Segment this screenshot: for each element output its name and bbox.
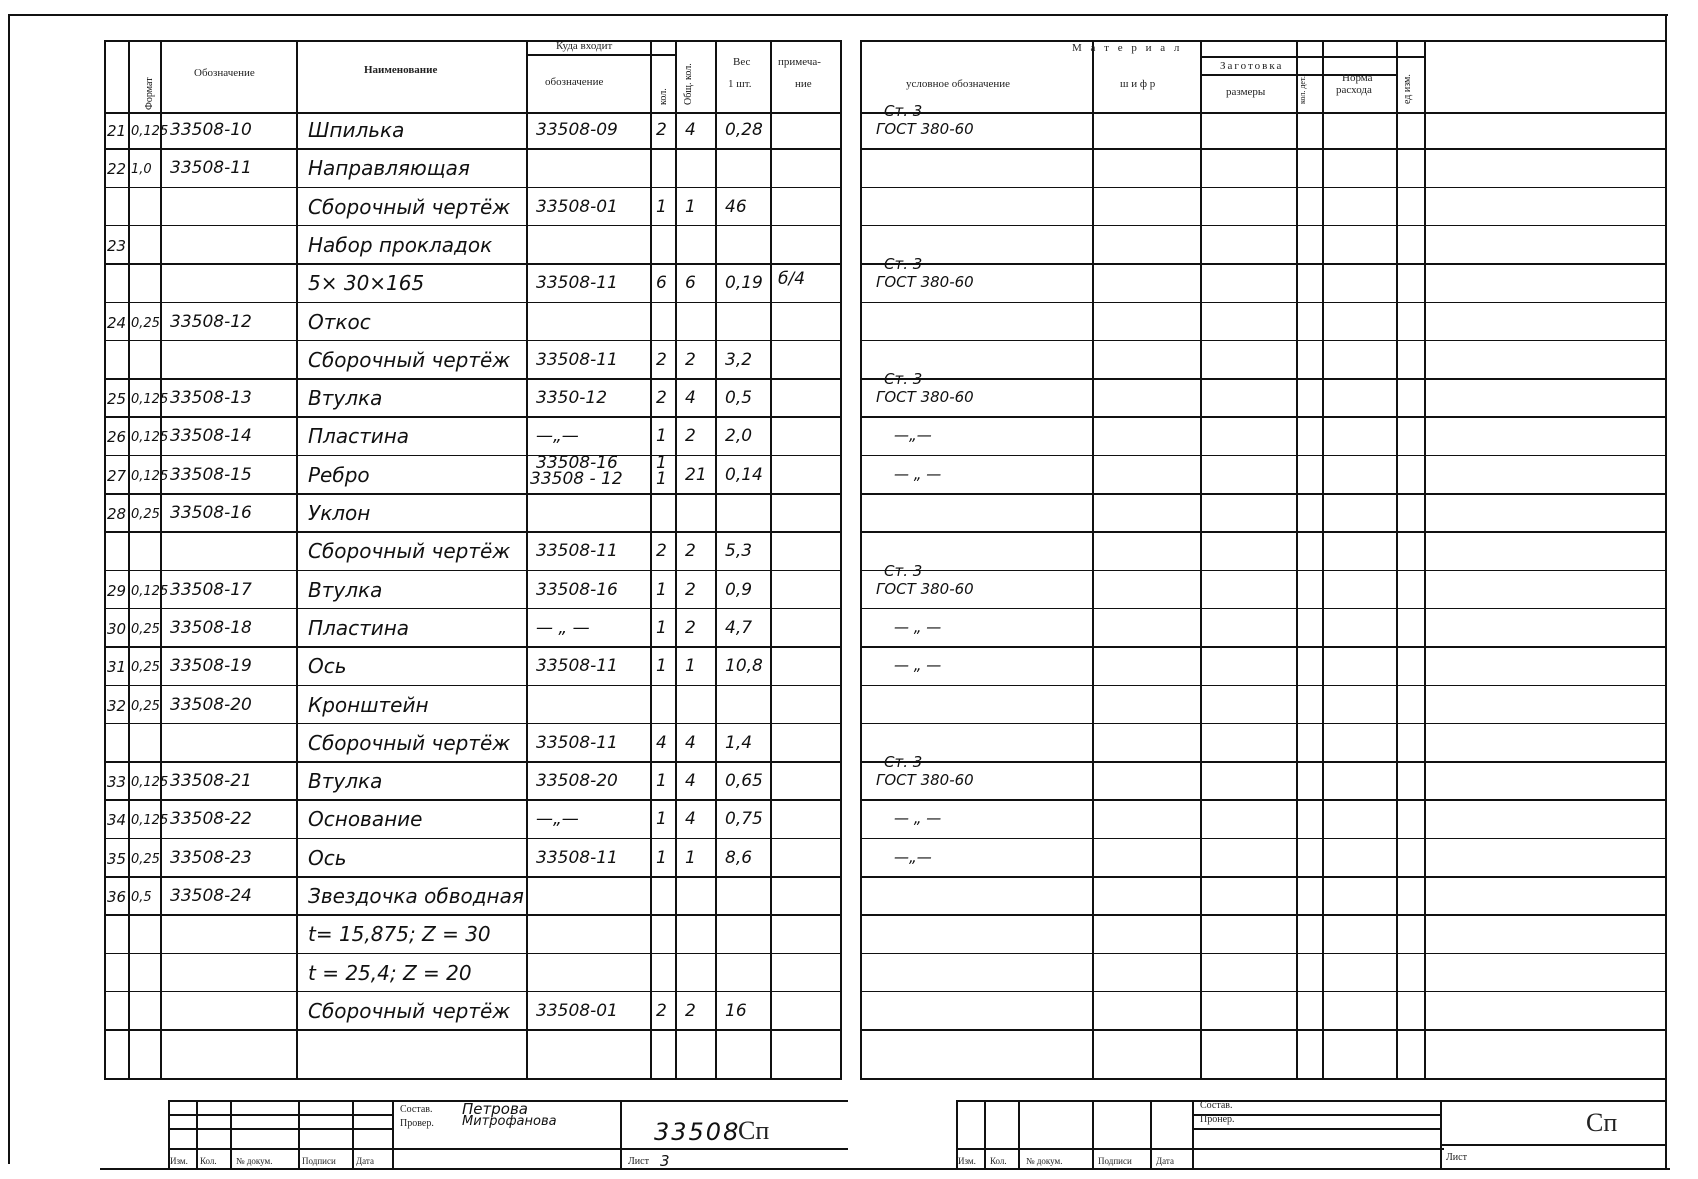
row-name: Шпилька <box>308 118 405 142</box>
left-col-line <box>770 40 772 1080</box>
right-checked-label: Пронер. <box>1200 1114 1235 1125</box>
header-total-qty: Общ. кол. <box>683 63 694 105</box>
right-col-line <box>1092 40 1094 1080</box>
row-qty: 1 <box>656 196 667 217</box>
row-format: 1,0 <box>131 162 152 178</box>
row-weight: 0,75 <box>725 809 763 830</box>
left-title-row <box>168 1114 392 1116</box>
right-title-col <box>1018 1100 1020 1168</box>
row-name: Направляющая <box>308 156 470 181</box>
row-weight: 0,5 <box>725 388 753 409</box>
left-col-line <box>296 40 298 1080</box>
row-used-in: 33508-11 <box>536 349 618 370</box>
row-code: 33508-24 <box>170 886 252 906</box>
right-row-line <box>860 953 1665 955</box>
row-position: 22 <box>107 160 127 179</box>
row-weight: 16 <box>725 1000 747 1021</box>
left-row-line <box>104 187 840 189</box>
header-weight: Вес <box>733 56 751 68</box>
material-ditto: —„— <box>894 847 932 866</box>
row-used-in: —„— <box>536 426 579 447</box>
left-row-line <box>104 416 840 418</box>
right-header-bottom <box>860 112 1665 114</box>
right-col-line <box>1424 40 1426 1080</box>
row-used-in: 3350-12 <box>536 388 608 409</box>
row-code: 33508-16 <box>170 503 252 523</box>
row-weight: 0,28 <box>725 120 763 140</box>
left-col-line <box>526 40 528 1080</box>
row-weight: 2,0 <box>725 426 753 447</box>
row-code: 33508-20 <box>170 694 252 715</box>
outer-border-left <box>8 14 10 1164</box>
row-code: 33508-15 <box>170 464 252 485</box>
row-total-qty: 4 <box>685 771 696 792</box>
row-position: 21 <box>107 122 127 140</box>
outer-border-right <box>1665 14 1667 1168</box>
left-doc-type: Сп <box>738 1116 770 1145</box>
header-name: Наименование <box>364 64 438 76</box>
right-row-line <box>860 455 1665 457</box>
left-title-row <box>168 1128 392 1130</box>
left-title-mid <box>168 1148 848 1150</box>
row-used-in: 33508-11 <box>536 541 618 562</box>
row-total-qty: 4 <box>685 120 696 140</box>
left-row-line <box>104 570 840 572</box>
right-row-line <box>860 723 1665 725</box>
row-weight: 0,9 <box>725 579 753 600</box>
row-total-qty: 4 <box>685 732 696 753</box>
left-col-line <box>715 40 717 1080</box>
left-title-col <box>196 1100 198 1168</box>
header-blank-qty: кол. дет. <box>1298 76 1307 104</box>
right-title-top <box>956 1100 1666 1102</box>
right-row-line <box>860 876 1665 878</box>
right-col-doc: № докум. <box>1026 1156 1063 1166</box>
right-row-line <box>860 685 1665 687</box>
right-row-line <box>860 263 1665 265</box>
header-norm-a: Норма <box>1342 72 1373 84</box>
row-name: Сборочный чертёж <box>308 539 511 564</box>
left-row-line <box>104 838 840 840</box>
left-doc-number: 33508 <box>654 1118 741 1146</box>
row-format: 0,125 <box>131 430 169 446</box>
row-position: 27 <box>107 466 127 485</box>
row-name: Пластина <box>308 615 410 640</box>
right-row-line <box>860 493 1665 495</box>
row-position: 24 <box>107 313 127 332</box>
right-title-col <box>1192 1100 1194 1168</box>
row-total-qty: 2 <box>685 617 696 638</box>
header-format: Формат <box>144 77 155 110</box>
row-used-in-2: 33508 - 12 <box>530 468 623 489</box>
material-standard: ГОСТ 380-60 <box>876 771 974 790</box>
material-ditto: — „ — <box>894 464 942 483</box>
right-title-row <box>1192 1128 1440 1130</box>
left-row-line <box>104 685 840 687</box>
row-name: t = 25,4; Z = 20 <box>308 960 472 985</box>
row-weight: 1,4 <box>725 732 753 753</box>
left-header-bottom <box>104 112 840 114</box>
left-title-col <box>230 1100 232 1168</box>
left-col-line <box>104 40 106 1080</box>
left-col-line <box>650 40 652 1080</box>
left-sheet-label: Лист <box>628 1156 649 1167</box>
header-material: М а т е р и а л <box>1072 42 1183 54</box>
header-sizes: размеры <box>1226 86 1266 98</box>
row-name: 5× 30×165 <box>308 271 425 296</box>
row-name: Втулка <box>308 577 383 602</box>
row-used-in: 33508-16 <box>536 579 618 600</box>
row-position: 34 <box>107 811 127 830</box>
right-row-line <box>860 1029 1665 1031</box>
right-compiled-label: Состав. <box>1200 1100 1233 1111</box>
row-total-qty: 21 <box>685 464 707 485</box>
row-format: 0,125 <box>131 124 169 139</box>
left-header-sub <box>526 54 675 56</box>
row-used-in: —„— <box>536 809 579 830</box>
left-title-col <box>620 1100 622 1168</box>
row-code: 33508-22 <box>170 809 252 830</box>
material-ditto: —„— <box>894 426 932 445</box>
right-title-mid <box>956 1148 1444 1150</box>
row-name: Набор прокладок <box>308 232 493 257</box>
row-weight: 3,2 <box>725 349 753 370</box>
header-designation: Обозначение <box>194 67 255 79</box>
row-qty: 1 <box>656 656 667 677</box>
row-position: 31 <box>107 658 127 677</box>
right-row-line <box>860 761 1665 763</box>
left-row-line <box>104 225 840 227</box>
row-qty: 6 <box>656 273 667 294</box>
row-format: 0,125 <box>131 813 169 829</box>
row-code: 33508-10 <box>170 120 252 140</box>
row-total-qty: 1 <box>685 847 696 868</box>
left-col-line <box>675 40 677 1080</box>
material-standard: ГОСТ 380-60 <box>876 120 974 138</box>
right-col-izm: Изм. <box>958 1156 976 1166</box>
row-total-qty: 4 <box>685 809 696 830</box>
right-header-top <box>860 40 1665 42</box>
right-title-row <box>1440 1144 1666 1146</box>
right-doc-type: Сп <box>1586 1108 1618 1137</box>
row-total-qty: 2 <box>685 541 696 562</box>
left-row-line <box>104 263 840 265</box>
header-note-a: примеча- <box>778 56 821 68</box>
row-name: Ребро <box>308 462 370 487</box>
right-row-line <box>860 570 1665 572</box>
right-row-line <box>860 531 1665 533</box>
row-format: 0,125 <box>131 775 169 791</box>
right-title-col <box>1150 1100 1152 1168</box>
left-table-bottom <box>104 1078 840 1080</box>
row-used-in: 33508-11 <box>536 656 618 677</box>
material-ditto: — „ — <box>894 809 942 828</box>
row-total-qty: 2 <box>685 349 696 370</box>
left-row-line <box>104 378 840 380</box>
row-name: Сборочный чертёж <box>308 730 511 755</box>
left-header-top <box>104 40 840 42</box>
header-qty: кол. <box>658 88 669 105</box>
row-qty: 1 <box>656 771 667 792</box>
left-checked-name: Митрофанова <box>462 1114 557 1129</box>
row-name: Основание <box>308 807 423 832</box>
left-row-line <box>104 340 840 342</box>
left-sheet-number: 3 <box>660 1152 670 1170</box>
material-standard: ГОСТ 380-60 <box>876 273 974 292</box>
right-table-bottom <box>860 1078 1665 1080</box>
row-code: 33508-18 <box>170 617 252 638</box>
row-qty: 2 <box>656 388 667 409</box>
material-standard: ГОСТ 380-60 <box>876 579 974 598</box>
row-weight: 0,65 <box>725 771 763 792</box>
row-format: 0,25 <box>131 507 160 522</box>
row-weight: 4,7 <box>725 617 753 638</box>
row-code: 33508-17 <box>170 579 252 600</box>
row-position: 26 <box>107 428 127 447</box>
right-row-line <box>860 187 1665 189</box>
left-row-line <box>104 876 840 878</box>
row-total-qty: 2 <box>685 426 696 447</box>
right-col-date: Дата <box>1156 1156 1174 1166</box>
right-row-line <box>860 608 1665 610</box>
left-col-line <box>160 40 162 1080</box>
row-code: 33508-21 <box>170 771 252 792</box>
left-row-line <box>104 1029 840 1031</box>
row-qty: 4 <box>656 732 667 753</box>
row-name: Пластина <box>308 424 410 449</box>
header-cipher: ш и ф р <box>1120 78 1156 90</box>
header-note-b: ние <box>795 78 812 90</box>
row-used-in: 33508-11 <box>536 847 618 868</box>
right-header-sub2 <box>1200 56 1424 58</box>
right-row-line <box>860 416 1665 418</box>
row-qty: 2 <box>656 1000 667 1021</box>
row-total-qty: 2 <box>685 1000 696 1021</box>
row-used-in: 33508-01 <box>536 1000 618 1021</box>
material-grade: Ст. 3 <box>884 255 923 274</box>
row-used-in: 33508-01 <box>536 196 618 217</box>
row-qty: 1 <box>656 579 667 600</box>
row-name: Сборочный чертёж <box>308 998 511 1023</box>
row-position: 32 <box>107 696 127 715</box>
left-title-col <box>298 1100 300 1168</box>
left-row-line <box>104 953 840 955</box>
row-position: 35 <box>107 849 127 868</box>
left-row-line <box>104 799 840 801</box>
row-code: 33508-19 <box>170 656 252 677</box>
left-row-line <box>104 723 840 725</box>
left-row-line <box>104 991 840 993</box>
row-position: 29 <box>107 581 127 600</box>
row-position: 30 <box>107 619 127 638</box>
row-code: 33508-13 <box>170 388 252 409</box>
right-title-col <box>984 1100 986 1168</box>
right-row-line <box>860 378 1665 380</box>
header-unit: ед изм. <box>1402 74 1413 104</box>
row-name: Втулка <box>308 386 383 411</box>
row-position: 28 <box>107 505 127 523</box>
row-name: Откос <box>308 309 371 334</box>
right-row-line <box>860 148 1665 150</box>
row-qty: 1 <box>656 617 667 638</box>
header-norm-b: расхода <box>1336 84 1372 96</box>
row-total-qty: 4 <box>685 388 696 409</box>
row-weight: 0,19 <box>725 273 763 294</box>
row-code: 33508-12 <box>170 311 252 332</box>
left-col-doc: № докум. <box>236 1156 273 1166</box>
row-total-qty: 1 <box>685 196 696 217</box>
row-position: 23 <box>107 236 127 255</box>
left-row-line <box>104 646 840 648</box>
row-total-qty: 6 <box>685 273 696 294</box>
right-col-sign: Подписи <box>1098 1156 1132 1166</box>
row-note: б/4 <box>778 269 806 290</box>
row-format: 0,25 <box>131 315 160 331</box>
header-where-used-designation: обозначение <box>545 76 604 88</box>
material-ditto: — „ — <box>894 656 942 675</box>
left-row-line <box>104 608 840 610</box>
material-standard: ГОСТ 380-60 <box>876 388 974 407</box>
row-qty-2: 1 <box>656 468 667 489</box>
left-row-line <box>104 302 840 304</box>
right-row-line <box>860 225 1665 227</box>
row-weight: 0,14 <box>725 464 763 485</box>
row-qty: 1 <box>656 809 667 830</box>
right-title-col <box>1440 1100 1442 1168</box>
row-used-in: 33508-20 <box>536 771 618 792</box>
row-format: 0,25 <box>131 660 160 676</box>
row-format: 0,125 <box>131 583 169 599</box>
row-format: 0,25 <box>131 851 160 867</box>
left-checked-label: Провер. <box>400 1118 434 1129</box>
row-name: Сборочный чертёж <box>308 347 511 372</box>
row-name: Ось <box>308 845 347 870</box>
row-qty: 2 <box>656 120 667 140</box>
row-used-in: 33508-16 <box>536 452 618 473</box>
row-name: Втулка <box>308 769 383 794</box>
left-col-izm: Изм. <box>170 1156 188 1166</box>
right-col-line <box>860 40 862 1080</box>
left-row-line <box>104 493 840 495</box>
left-row-line <box>104 761 840 763</box>
left-row-line <box>104 914 840 916</box>
left-col-line <box>128 40 130 1080</box>
left-title-col <box>352 1100 354 1168</box>
material-grade: Ст. 3 <box>884 370 923 389</box>
row-format: 0,25 <box>131 698 160 714</box>
row-code: 33508-23 <box>170 847 252 868</box>
left-row-line <box>104 148 840 150</box>
material-grade: Ст. 3 <box>884 561 923 580</box>
material-grade: Ст. 3 <box>884 753 923 772</box>
material-grade: Ст. 3 <box>884 102 923 120</box>
left-row-line <box>104 531 840 533</box>
row-position: 33 <box>107 773 127 792</box>
outer-border-top <box>8 14 1668 16</box>
right-col-line <box>1396 40 1398 1080</box>
right-row-line <box>860 914 1665 916</box>
row-weight: 10,8 <box>725 656 763 677</box>
row-position: 25 <box>107 390 127 409</box>
row-format: 0,125 <box>131 392 169 408</box>
right-sheet-label: Лист <box>1446 1152 1467 1163</box>
row-code: 33508-14 <box>170 426 252 447</box>
row-total-qty: 1 <box>685 656 696 677</box>
row-name: Звездочка обводная <box>308 884 524 908</box>
row-used-in: 33508-09 <box>536 120 618 140</box>
outer-border-bottom <box>100 1168 1670 1170</box>
left-compiled-label: Состав. <box>400 1104 433 1115</box>
row-used-in: 33508-11 <box>536 732 618 753</box>
row-name: Кронштейн <box>308 692 429 717</box>
row-format: 0,125 <box>131 468 169 484</box>
left-col-line <box>840 40 842 1080</box>
row-name: Уклон <box>308 501 371 525</box>
row-code: 33508-11 <box>170 158 252 179</box>
left-compiled-name: Петрова <box>462 1100 528 1118</box>
left-col-kol: Кол. <box>200 1156 217 1166</box>
right-title-col <box>1092 1100 1094 1168</box>
row-qty: 2 <box>656 541 667 562</box>
row-qty: 2 <box>656 349 667 370</box>
row-total-qty: 2 <box>685 579 696 600</box>
row-format: 0,25 <box>131 621 160 637</box>
material-ditto: — „ — <box>894 617 942 636</box>
row-name: t= 15,875; Z = 30 <box>308 922 491 947</box>
header-where-used: Куда входит <box>556 40 613 52</box>
left-col-sign: Подписи <box>302 1156 336 1166</box>
row-weight: 5,3 <box>725 541 753 562</box>
header-blank: Заготовка <box>1220 60 1284 72</box>
row-qty: 1 <box>656 452 667 473</box>
right-row-line <box>860 646 1665 648</box>
left-row-line <box>104 455 840 457</box>
right-row-line <box>860 302 1665 304</box>
row-name: Сборочный чертёж <box>308 194 511 219</box>
row-position: 36 <box>107 888 127 906</box>
row-qty: 1 <box>656 847 667 868</box>
row-name: Ось <box>308 654 347 679</box>
left-title-col <box>392 1100 394 1168</box>
right-row-line <box>860 838 1665 840</box>
left-col-date: Дата <box>356 1156 374 1166</box>
row-used-in: — „ — <box>536 617 590 638</box>
header-weight-unit: 1 шт. <box>728 78 752 90</box>
right-row-line <box>860 991 1665 993</box>
row-weight: 46 <box>725 196 747 217</box>
right-row-line <box>860 799 1665 801</box>
right-col-line <box>1296 40 1298 1080</box>
row-format: 0,5 <box>131 890 152 905</box>
right-col-line <box>1200 40 1202 1080</box>
header-conventional: условное обозначение <box>906 78 1011 90</box>
row-qty: 1 <box>656 426 667 447</box>
row-weight: 8,6 <box>725 847 753 868</box>
right-col-line <box>1322 40 1324 1080</box>
right-row-line <box>860 340 1665 342</box>
row-used-in: 33508-11 <box>536 273 618 294</box>
right-col-kol: Кол. <box>990 1156 1007 1166</box>
